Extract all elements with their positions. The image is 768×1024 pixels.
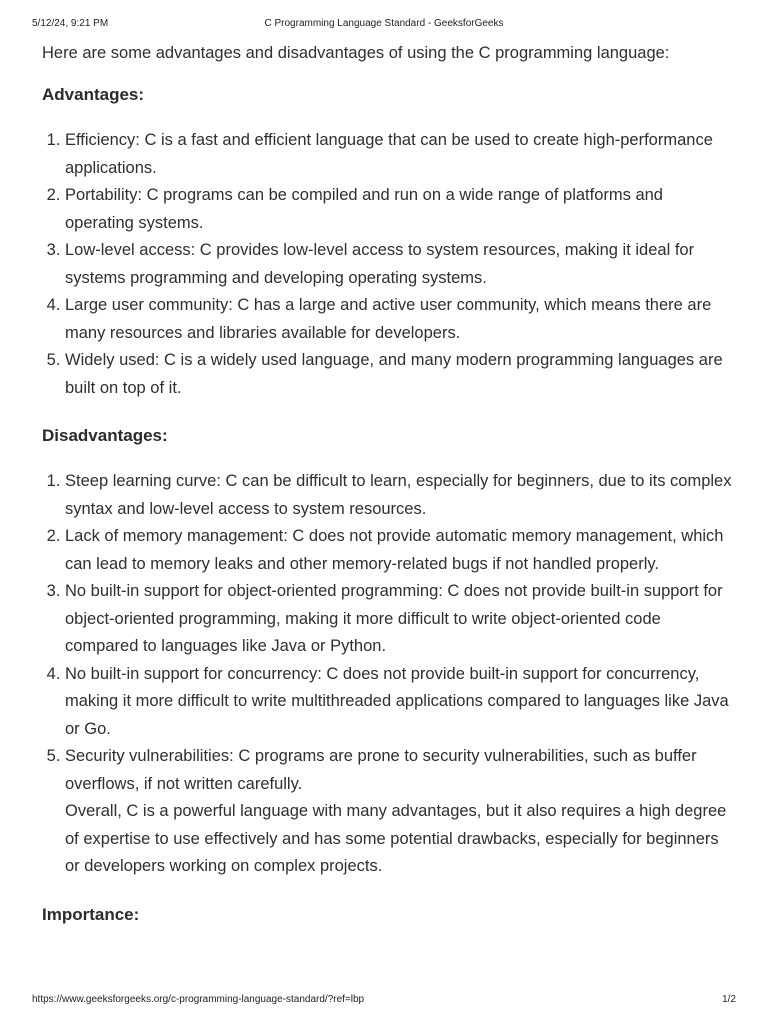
list-item: 2. Lack of memory management: C does not provide automatic memory management, which can lead to memory leaks and other memory-related bugs if not handled properly. xyxy=(65,523,732,578)
print-header xyxy=(32,18,736,32)
list-item: 2. Portability: C programs can be compiled and run on a wide range of platforms and operating systems. xyxy=(65,182,732,237)
page-number: 1/2 xyxy=(722,994,736,1005)
list-item: 3. Low-level access: C provides low-level access to system resources, making it ideal for systems programming and developing operating systems. xyxy=(65,237,732,292)
print-footer xyxy=(32,994,736,1008)
disadvantages-list xyxy=(42,468,732,798)
print-url: https://www.geeksforgeeks.org/c-programming-language-standard/?ref=lbp xyxy=(32,994,365,1005)
list-item: 4. No built-in support for concurrency: C does not provide built-in support for concurrency, making it more difficult to write multithreaded applications compared to languages like Java or Go. xyxy=(65,661,732,744)
importance-heading: Importance: xyxy=(42,904,140,924)
advantages-heading: Advantages: xyxy=(42,85,145,104)
print-date: 5/12/24, 9:21 PM xyxy=(32,18,109,29)
advantages-list xyxy=(42,127,732,402)
list-item: 4. Large user community: C has a large and active user community, which means there are many resources and libraries available for developers. xyxy=(65,292,732,347)
list-item: 3. No built-in support for object-oriented programming: C does not provide built-in support for object-oriented programming, making it more difficult to write object-oriented code compared to languages like Java or Python. xyxy=(65,578,732,661)
article-content xyxy=(42,40,732,947)
conclusion-paragraph: Overall, C is a powerful language with many advantages, but it also requires a high degree of expertise to use effectively and has some potential drawbacks, especially for beginners or developers working on complex projects. xyxy=(65,802,727,875)
list-item: 5. Widely used: C is a widely used language, and many modern programming languages are built on top of it. xyxy=(65,347,732,402)
intro-paragraph: Here are some advantages and disadvantages of using the C programming language: xyxy=(42,44,670,62)
disadvantages-heading: Disadvantages: xyxy=(42,426,168,445)
print-page-title: C Programming Language Standard - GeeksforGeeks xyxy=(264,18,504,29)
list-item: 1. Efficiency: C is a fast and efficient language that can be used to create high-performance applications. xyxy=(65,127,732,182)
list-item: 1. Steep learning curve: C can be difficult to learn, especially for beginners, due to its complex syntax and low-level access to system resources. xyxy=(65,468,732,523)
list-item: 5. Security vulnerabilities: C programs are prone to security vulnerabilities, such as buffer overflows, if not written carefully. xyxy=(65,743,732,798)
